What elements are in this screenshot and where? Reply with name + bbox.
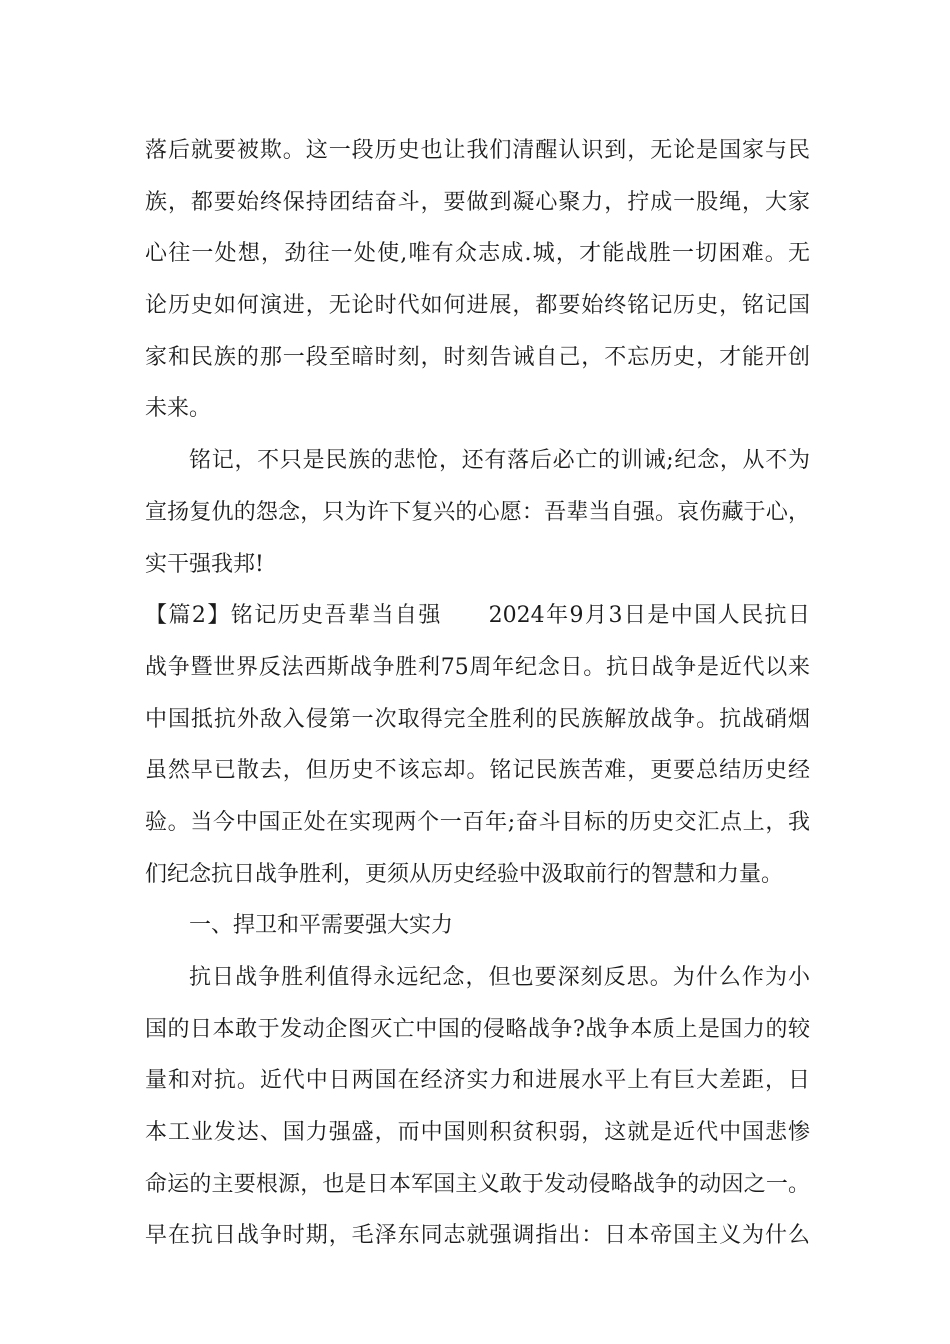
text-line-1: 落后就要被欺。这一段历史也让我们清醒认识到，无论是国家与民	[145, 138, 810, 163]
text-line-8: 宣扬复仇的怨念，只为许下复兴的心愿：吾辈当自强。哀伤藏于心，	[145, 499, 810, 525]
section-heading-line: 【篇2】铭记历史吾辈当自强 2024年9月3日是中国人民抗日	[145, 603, 810, 629]
text-line-2: 族，都要始终保持团结奋斗，要做到凝心聚力，拧成一股绳，大家	[145, 189, 810, 215]
text-line-18: 国的日本敢于发动企图灭亡中国的侵略战争?战争本质上是国力的较	[145, 1016, 810, 1042]
text-line-3: 心往一处想，劲往一处使,唯有众志成.城，才能战胜一切困难。无	[145, 241, 810, 267]
text-line-9: 实干强我邦!	[145, 551, 264, 577]
text-line-20: 本工业发达、国力强盛，而中国则积贫积弱，这就是近代中国悲惨	[145, 1120, 810, 1146]
text-line-6: 未来。	[145, 396, 212, 422]
text-line-5: 家和民族的那一段至暗时刻，时刻告诫自己，不忘历史，才能开创	[145, 344, 810, 370]
text-line-7: 铭记，不只是民族的悲怆，还有落后必亡的训诫;纪念，从不为	[189, 448, 810, 474]
text-line-4: 论历史如何演进，无论时代如何进展，都要始终铭记历史，铭记国	[145, 293, 810, 319]
text-line-14: 验。当今中国正处在实现两个一百年;奋斗目标的历史交汇点上，我	[145, 809, 810, 835]
text-line-17: 抗日战争胜利值得永远纪念，但也要深刻反思。为什么作为小	[189, 965, 810, 990]
text-line-21: 命运的主要根源，也是日本军国主义敢于发动侵略战争的动因之一。	[145, 1171, 810, 1197]
text-line-13: 虽然早已散去，但历史不该忘却。铭记民族苦难，更要总结历史经	[145, 758, 810, 784]
text-line-15: 们纪念抗日战争胜利，更须从历史经验中汲取前行的智慧和力量。	[145, 861, 784, 887]
text-line-22: 早在抗日战争时期，毛泽东同志就强调指出：日本帝国主义为什么	[145, 1223, 810, 1249]
text-line-19: 量和对抗。近代中日两国在经济实力和进展水平上有巨大差距，日	[145, 1068, 810, 1094]
subheading-line: 一、捍卫和平需要强大实力	[189, 913, 454, 939]
text-line-11: 战争暨世界反法西斯战争胜利75周年纪念日。抗日战争是近代以来	[145, 654, 810, 680]
document-page	[145, 129, 810, 1266]
text-line-12: 中国抵抗外敌入侵第一次取得完全胜利的民族解放战争。抗战硝烟	[145, 706, 810, 732]
